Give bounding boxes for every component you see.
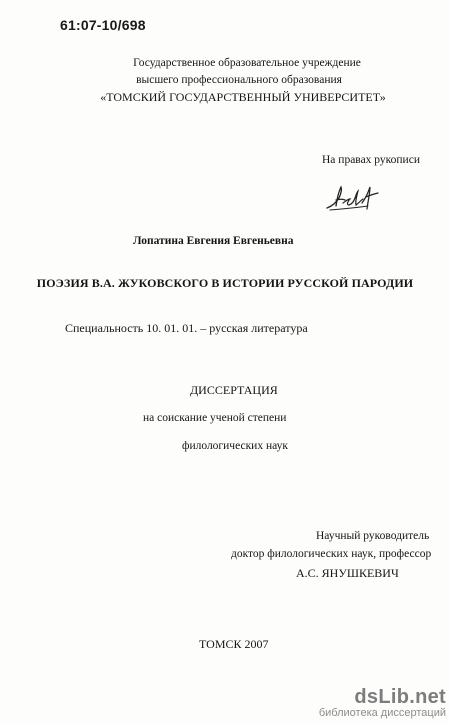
rights-note: На правах рукописи <box>322 154 420 166</box>
document-type: ДИССЕРТАЦИЯ <box>190 383 278 397</box>
author-name: Лопатина Евгения Евгеньевна <box>133 235 294 247</box>
degree-line: на соискание ученой степени <box>143 412 287 424</box>
specialty-line: Специальность 10. 01. 01. – русская литература <box>65 321 308 335</box>
supervisor-credentials: доктор филологических наук, профессор <box>231 548 432 560</box>
supervisor-name: А.С. ЯНУШКЕВИЧ <box>296 566 399 580</box>
supervisor-role: Научный руководитель <box>316 530 430 542</box>
institution-line-1: Государственное образовательное учреждение <box>133 57 361 69</box>
archive-stamp: 61:07-10/698 <box>60 17 146 33</box>
institution-line-2: высшего профессионального образования <box>136 74 342 86</box>
degree-field: филологических наук <box>182 440 288 452</box>
site-watermark <box>319 687 446 719</box>
dissertation-title: ПОЭЗИЯ В.А. ЖУКОВСКОГО В ИСТОРИИ РУССКОЙ ПАРОДИИ <box>36 276 414 290</box>
handwritten-signature <box>324 181 382 213</box>
institution-line-3: «ТОМСКИЙ ГОСУДАРСТВЕННЫЙ УНИВЕРСИТЕТ» <box>100 90 386 104</box>
watermark-logo: dsLib.net <box>354 686 446 708</box>
city-year: ТОМСК 2007 <box>199 637 269 651</box>
watermark-caption: библиотека диссертаций <box>318 707 446 719</box>
